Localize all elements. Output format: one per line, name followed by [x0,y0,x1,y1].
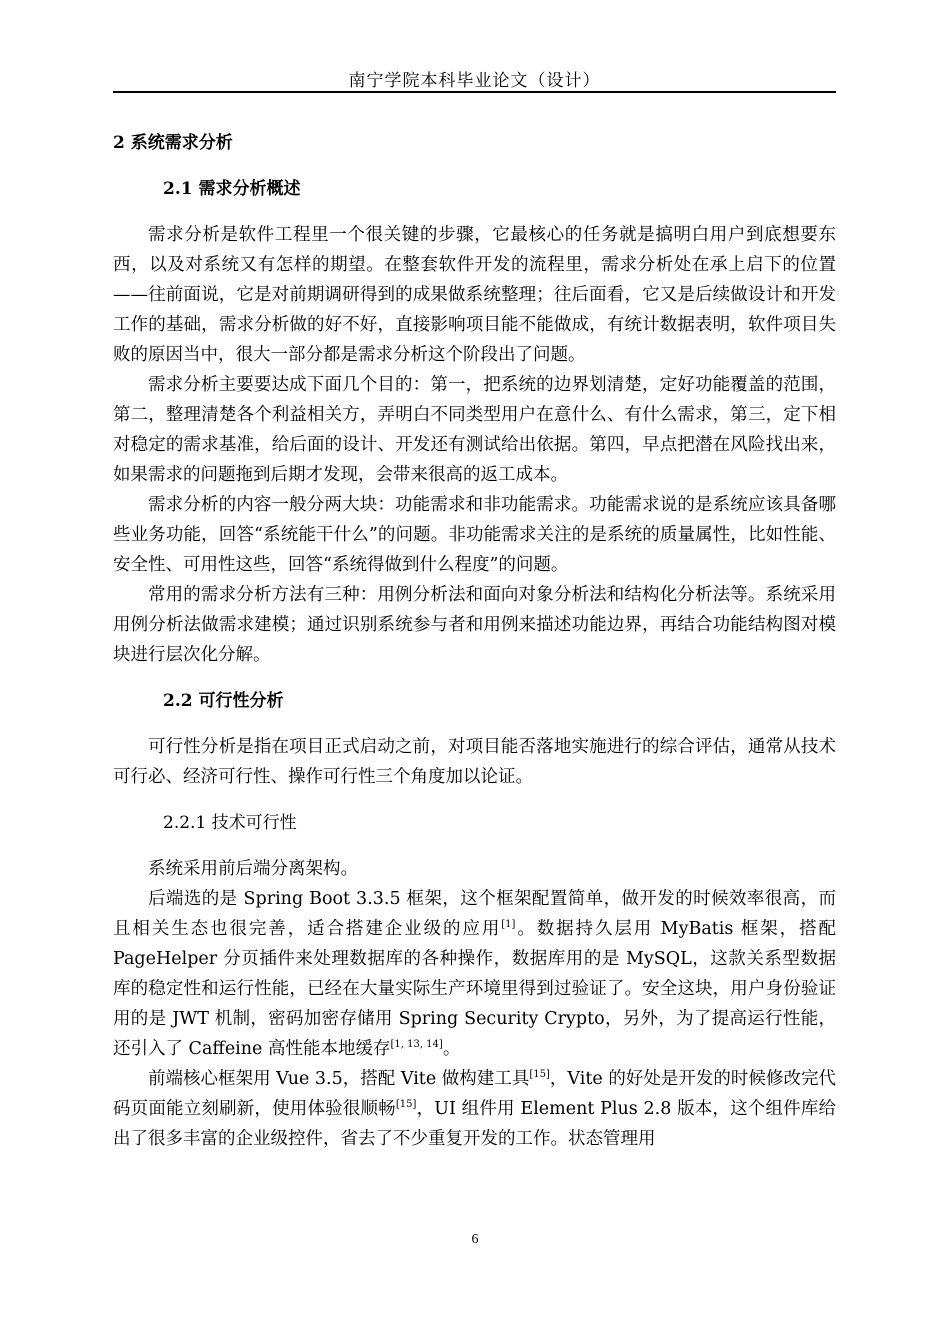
chapter-heading: 2 系统需求分析 [113,133,233,153]
citation: [15] [529,1069,550,1081]
page-body [113,128,836,1154]
paragraph: 系统采用前后端分离架构。 [148,859,358,879]
paragraph-text: 。 [442,1039,461,1059]
running-header: 南宁学院本科毕业论文（设计） [348,71,601,91]
header-rule [113,91,836,93]
citation: [15] [395,1099,417,1111]
subsection-heading-2-2-1: 2.2.1 技术可行性 [163,813,297,833]
paragraph: 需求分析是软件工程里一个很关键的步骤，它最核心的任务就是搞明白用户到底想要东西，以及对系统又有怎样的期望。在整套软件开发的流程里，需求分析处在承上启下的位置——往前面说，它是对前期调研得到的成果做系统整理；往后面看，它又是后续做设计和开发工作的基础，需求分析做的好不好，直接影响项目能不能做成，有统计数据表明，软件项目失败的原因当中，很大一部分都是需求分析这个阶段出了问题。 [113,225,836,365]
paragraph-text: 前端核心框架用 Vue 3.5，搭配 Vite 做构建工具 [148,1069,530,1089]
paragraph-text: ，UI 组件用 Element Plus 2.8 版本，这个组件库给出了很多丰富的企业级控件，省去了不少重复开发的工作。状态管理用 [113,1099,837,1149]
citation: [1] [501,919,516,931]
paragraph [113,1064,836,1154]
page-number: 6 [471,1232,479,1247]
paragraph-text: 后端选的是 Spring Boot 3.3.5 框架，这个框架配置简单，做开发的时候效率很高，而且相关生态也很完善，适合搭建企业级的应用 [113,889,836,939]
paragraph: 可行性分析是指在项目正式启动之前，对项目能否落地实施进行的综合评估，通常从技术可行必、经济可行性、操作可行性三个角度加以论证。 [113,737,836,787]
paragraph-text: ，Vite 的好处是开发的时候修改完代码页面能立刻刷新，使用体验很顺畅 [113,1069,836,1119]
citation: [1, 13, 14] [390,1039,443,1051]
paragraph-text: 。数据持久层用 MyBatis 框架，搭配 PageHelper 分页插件来处理数据库的各种操作，数据库用的是 MySQL，这款关系型数据库的稳定性和运行性能，已经在大量实际生产环境里得到过验证了。安全这块，用户身份验证用的是 JWT 机制，密码加密存储用 Spring Security Crypto，另外，为了提高运行性能，还引入了 Caffeine 高性能本地缓存 [113,919,836,1059]
paragraph: 常用的需求分析方法有三种：用例分析法和面向对象分析法和结构化分析法等。系统采用用例分析法做需求建模；通过识别系统参与者和用例来描述功能边界，再结合功能结构图对模块进行层次化分解。 [113,585,836,665]
paragraph: 需求分析的内容一般分两大块：功能需求和非功能需求。功能需求说的是系统应该具备哪些业务功能，回答“系统能干什么”的问题。非功能需求关注的是系统的质量属性，比如性能、安全性、可用性这些，回答“系统得做到什么程度”的问题。 [113,495,836,575]
paragraph [113,884,836,1064]
paragraph: 需求分析主要要达成下面几个目的：第一，把系统的边界划清楚，定好功能覆盖的范围，第二，整理清楚各个利益相关方，弄明白不同类型用户在意什么、有什么需求，第三，定下相对稳定的需求基准，给后面的设计、开发还有测试给出依据。第四，早点把潜在风险找出来，如果需求的问题拖到后期才发现，会带来很高的返工成本。 [113,375,836,485]
section-heading-2-1: 2.1 需求分析概述 [163,179,301,199]
section-heading-2-2: 2.2 可行性分析 [163,691,284,711]
